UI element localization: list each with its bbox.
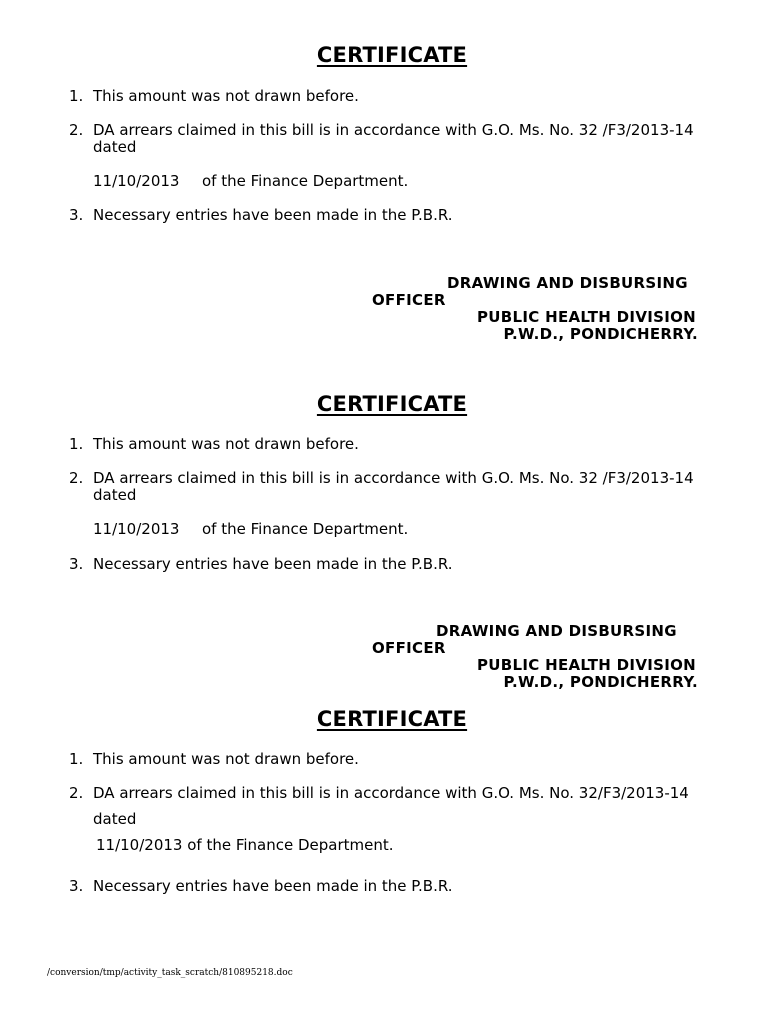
signature-line: PUBLIC HEALTH DIVISION	[477, 308, 696, 326]
certificate-title-2: CERTIFICATE	[316, 392, 468, 416]
signature-line: DRAWING AND DISBURSING	[447, 274, 688, 292]
item-text: This amount was not drawn before.	[93, 750, 359, 768]
item-number: 3.	[69, 555, 84, 573]
item-text-continued: dated	[93, 138, 137, 156]
item-text-continued: dated	[93, 486, 137, 504]
order-date-line: 11/10/2013 of the Finance Department.	[96, 836, 394, 854]
item-number: 1.	[69, 87, 84, 105]
item-text: DA arrears claimed in this bill is in accordance with G.O. Ms. No. 32 /F3/2013-14	[93, 469, 694, 487]
item-number: 2.	[69, 784, 84, 802]
signature-line: P.W.D., PONDICHERRY.	[503, 673, 698, 691]
finance-department: of the Finance Department.	[202, 520, 409, 538]
item-text: Necessary entries have been made in the P.B.R.	[93, 877, 453, 895]
order-date: 11/10/2013	[93, 172, 180, 190]
item-text: DA arrears claimed in this bill is in accordance with G.O. Ms. No. 32/F3/2013-14	[93, 784, 689, 802]
item-number: 3.	[69, 877, 84, 895]
item-text: This amount was not drawn before.	[93, 435, 359, 453]
finance-department: of the Finance Department.	[202, 172, 409, 190]
item-text: Necessary entries have been made in the P.B.R.	[93, 206, 453, 224]
signature-line: PUBLIC HEALTH DIVISION	[477, 656, 696, 674]
signature-line: DRAWING AND DISBURSING	[436, 622, 677, 640]
signature-line: P.W.D., PONDICHERRY.	[503, 325, 698, 343]
certificate-title-1: CERTIFICATE	[316, 43, 468, 67]
item-number: 1.	[69, 750, 84, 768]
item-text-continued: dated	[93, 810, 137, 828]
signature-line: OFFICER	[372, 639, 446, 657]
item-text: DA arrears claimed in this bill is in accordance with G.O. Ms. No. 32 /F3/2013-14	[93, 121, 694, 139]
item-number: 2.	[69, 469, 84, 487]
item-text: This amount was not drawn before.	[93, 87, 359, 105]
item-number: 3.	[69, 206, 84, 224]
order-date: 11/10/2013	[93, 520, 180, 538]
item-text: Necessary entries have been made in the P.B.R.	[93, 555, 453, 573]
certificate-title-3: CERTIFICATE	[316, 707, 468, 731]
signature-line: OFFICER	[372, 291, 446, 309]
file-path-footer: /conversion/tmp/activity_task_scratch/810895218.doc	[47, 968, 293, 978]
item-number: 1.	[69, 435, 84, 453]
item-number: 2.	[69, 121, 84, 139]
